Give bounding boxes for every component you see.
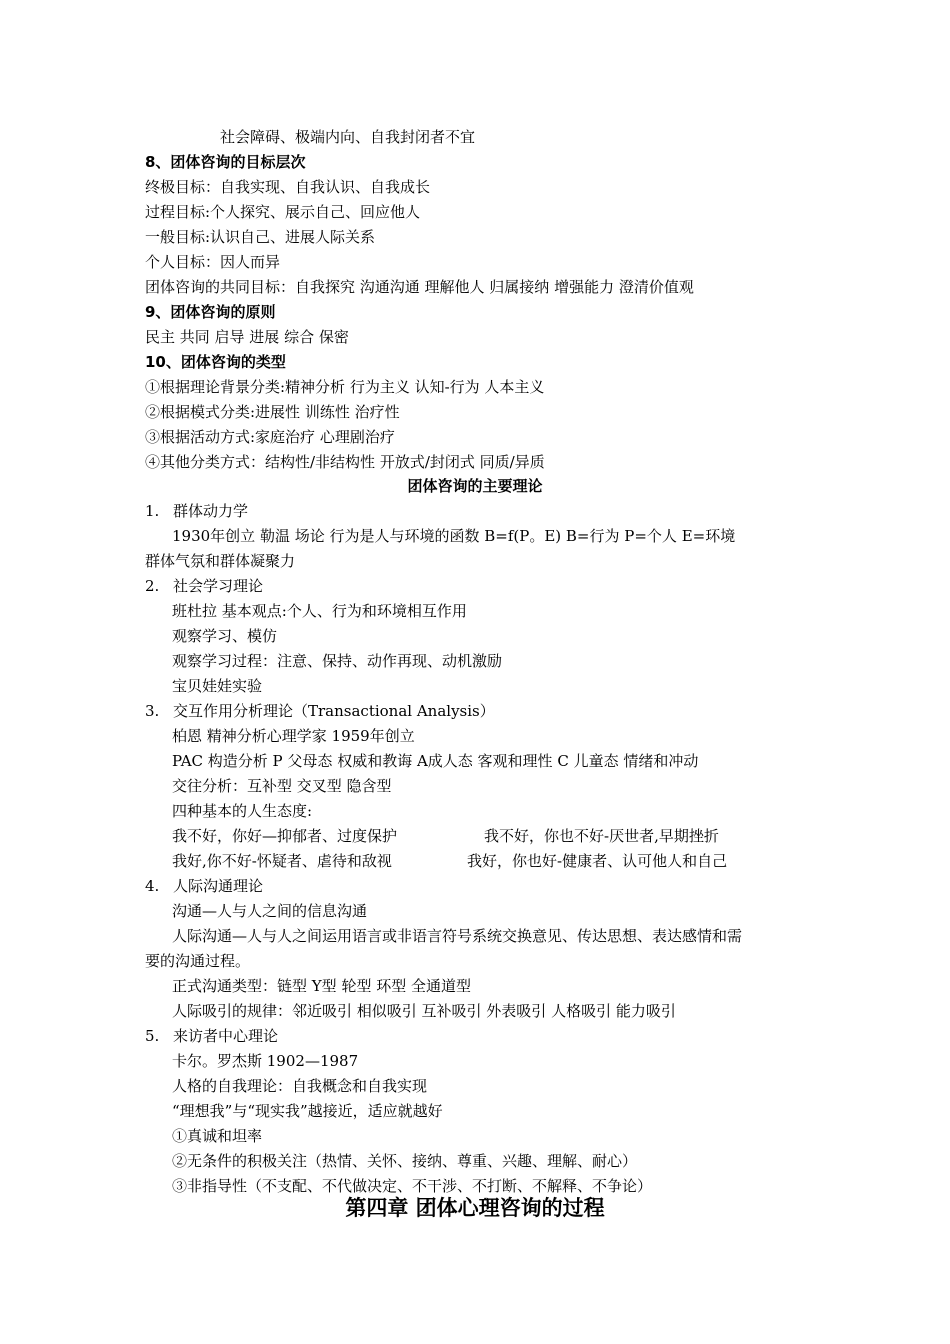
text-line: ①根据理论背景分类:精神分析 行为主义 认知-行为 人本主义 (145, 378, 545, 396)
list-title: 社会学习理论 (173, 577, 264, 595)
text-line: 一般目标:认识自己、进展人际关系 (145, 228, 376, 246)
text-line: 四种基本的人生态度: (172, 802, 313, 820)
list-item-4 (145, 875, 263, 897)
heading-9: 9、团体咨询的原则 (145, 303, 276, 321)
text-line: 社会障碍、极端内向、自我封闭者不宜 (220, 128, 476, 146)
text-line: 1930年创立 勒温 场论 行为是人与环境的函数 B=f(P。E) B=行为 P=个人 E=环境 (172, 527, 736, 545)
text-line: 人际沟通—人与人之间运用语言或非语言符号系统交换意见、传达思想、表达感情和需 (172, 927, 743, 945)
text-line: ③非指导性（不支配、不代做决定、不干涉、不打断、不解释、不争论） (172, 1177, 653, 1195)
text-line: 宝贝娃娃实验 (172, 677, 263, 695)
list-number: 3. (145, 702, 160, 720)
list-number: 5. (145, 1027, 160, 1045)
text-line: 群体气氛和群体凝聚力 (145, 552, 296, 570)
text-line: 个人目标：因人而异 (145, 253, 281, 271)
text-line: 卡尔。罗杰斯 1902—1987 (172, 1052, 359, 1070)
heading-8: 8、团体咨询的目标层次 (145, 153, 306, 171)
text-line: “理想我”与“现实我”越接近，适应就越好 (172, 1102, 443, 1120)
text-line: ④其他分类方式：结构性/非结构性 开放式/封闭式 同质/异质 (145, 453, 545, 471)
list-title: 来访者中心理论 (173, 1027, 279, 1045)
text-line: 人格的自我理论：自我概念和自我实现 (172, 1077, 428, 1095)
text-line: 要的沟通过程。 (145, 952, 251, 970)
text-line: 我好,你不好-怀疑者、虐待和敌视 (172, 852, 392, 870)
list-number: 1. (145, 502, 160, 520)
text-line: 团体咨询的共同目标：自我探究 沟通沟通 理解他人 归属接纳 增强能力 澄清价值观 (145, 278, 694, 296)
heading-10: 10、团体咨询的类型 (145, 353, 286, 371)
list-title: 交互作用分析理论（Transactional Analysis） (173, 702, 495, 720)
list-item-5 (145, 1025, 278, 1047)
text-line: ②无条件的积极关注（热情、关怀、接纳、尊重、兴趣、理解、耐心） (172, 1152, 638, 1170)
text-line: 班杜拉 基本观点:个人、行为和环境相互作用 (172, 602, 467, 620)
list-number: 4. (145, 877, 160, 895)
text-line: 交往分析：互补型 交叉型 隐含型 (172, 777, 392, 795)
text-line: 过程目标:个人探究、展示自己、回应他人 (145, 203, 421, 221)
text-line: ①真诚和坦率 (172, 1127, 263, 1145)
text-line: ②根据模式分类:进展性 训练性 治疗性 (145, 403, 400, 421)
text-line: 民主 共同 启导 进展 综合 保密 (145, 328, 349, 346)
text-line: 终极目标：自我实现、自我认识、自我成长 (145, 178, 431, 196)
text-line: PAC 构造分析 P 父母态 权威和教诲 A成人态 客观和理性 C 儿童态 情绪和冲动 (172, 752, 699, 770)
list-number: 2. (145, 577, 160, 595)
list-title: 群体动力学 (173, 502, 249, 520)
text-line: 人际吸引的规律：邻近吸引 相似吸引 互补吸引 外表吸引 人格吸引 能力吸引 (172, 1002, 676, 1020)
text-line: 正式沟通类型：链型 Y型 轮型 环型 全通道型 (172, 977, 471, 995)
text-line: 沟通—人与人之间的信息沟通 (172, 902, 368, 920)
list-title: 人际沟通理论 (173, 877, 264, 895)
list-item-2 (145, 575, 263, 597)
list-item-1 (145, 500, 248, 522)
chapter-title: 第四章 团体心理咨询的过程 (345, 1196, 605, 1220)
text-line: 我好，你也好-健康者、认可他人和自己 (467, 852, 728, 870)
list-item-3 (145, 700, 495, 722)
text-line: 我不好，你也不好-厌世者,早期挫折 (484, 827, 719, 845)
text-line: 观察学习过程：注意、保持、动作再现、动机激励 (172, 652, 503, 670)
text-line: 我不好，你好—抑郁者、过度保护 (172, 827, 398, 845)
text-line: 柏恩 精神分析心理学家 1959年创立 (172, 727, 415, 745)
text-line: 观察学习、模仿 (172, 627, 278, 645)
section-title: 团体咨询的主要理论 (407, 477, 543, 495)
text-line: ③根据活动方式:家庭治疗 心理剧治疗 (145, 428, 395, 446)
